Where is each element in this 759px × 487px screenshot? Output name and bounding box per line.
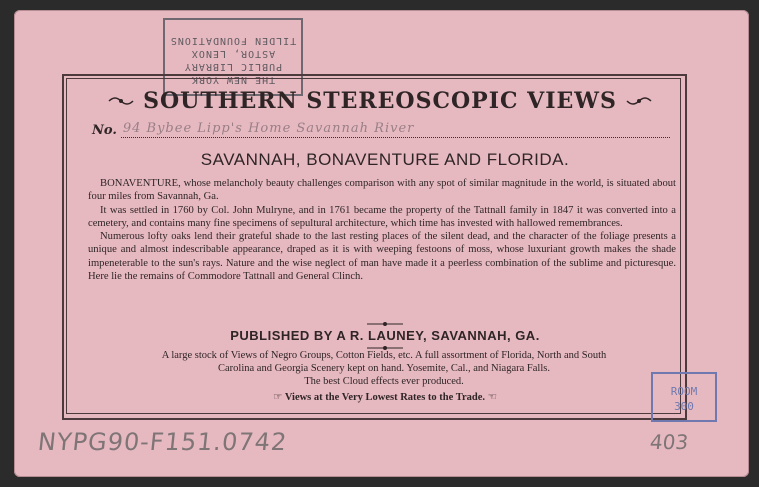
page-number: 403: [648, 430, 690, 454]
number-label: No.: [92, 123, 117, 138]
pointing-hand-icon: ☜: [487, 392, 498, 403]
title-row: [80, 88, 680, 114]
paragraph: BONAVENTURE, whose melancholy beauty challenges comparison with any spot of similar magnitude in the world, is situated about four miles from Savannah, Ga.: [88, 178, 676, 203]
paragraph: Numerous lofty oaks lend their grateful shade to the last resting places of the silent dead, and the character of the foliage presents a unique and almost indescribable appearance, draped as it is with weeping festoons of moss, whose luxuriant growth makes the shade impeneterable to the sun's rays. Nature and the wise neglect of man have made it a peerless combination of the sublime and picturesque. Here lie the remains of Commodore Tattnall and General Clinch.: [88, 231, 676, 283]
stock-text: [86, 350, 682, 388]
left-ornament-icon: [107, 94, 135, 108]
number-row: [92, 118, 670, 138]
stock-line: Carolina and Georgia Scenery kept on hand. Yosemite, Cal., and Niagara Falls.: [218, 362, 550, 374]
right-ornament-icon: [625, 94, 653, 108]
pointing-hand-icon: ☞: [272, 392, 283, 403]
stamp-line: PUBLIC LIBRARY: [183, 61, 283, 72]
stamp-line: THE NEW YORK: [190, 74, 276, 85]
publisher-line: PUBLISHED BY A R. LAUNEY, SAVANNAH, GA.: [230, 328, 540, 343]
card-subtitle: SAVANNAH, BONAVENTURE AND FLORIDA.: [200, 150, 570, 169]
divider-ornament-icon: [365, 321, 405, 327]
paragraph: It was settled in 1760 by Col. John Mulryne, and in 1761 became the property of the Tattnall family in 1847 it was converted into a cemetery, and contains many fine specimens of sepultural architecture, which time has invested with hallowed remembrances.: [88, 204, 676, 229]
card-title: SOUTHERN STEREOSCOPIC VIEWS: [143, 88, 617, 114]
stamp-line: ASTOR, LENOX: [190, 48, 276, 59]
stock-line: A large stock of Views of Negro Groups, Cotton Fields, etc. A full assortment of Florida, North and South: [161, 350, 607, 361]
handwritten-view-title: 94 Bybee Lipp's Home Savannah River: [121, 121, 670, 138]
call-number: NYPG90-F151.0742: [36, 428, 289, 456]
trade-row: [80, 391, 690, 403]
stamp-line: TILDEN FOUNDATIONS: [169, 35, 297, 46]
room-stamp: [651, 372, 717, 422]
stock-line: The best Cloud effects ever produced.: [304, 375, 464, 387]
description-text: [88, 177, 676, 283]
trade-line: Views at the Very Lowest Rates to the Trade.: [284, 392, 485, 403]
room-stamp-number: 300: [674, 400, 694, 413]
room-stamp-label: ROOM: [670, 385, 698, 398]
